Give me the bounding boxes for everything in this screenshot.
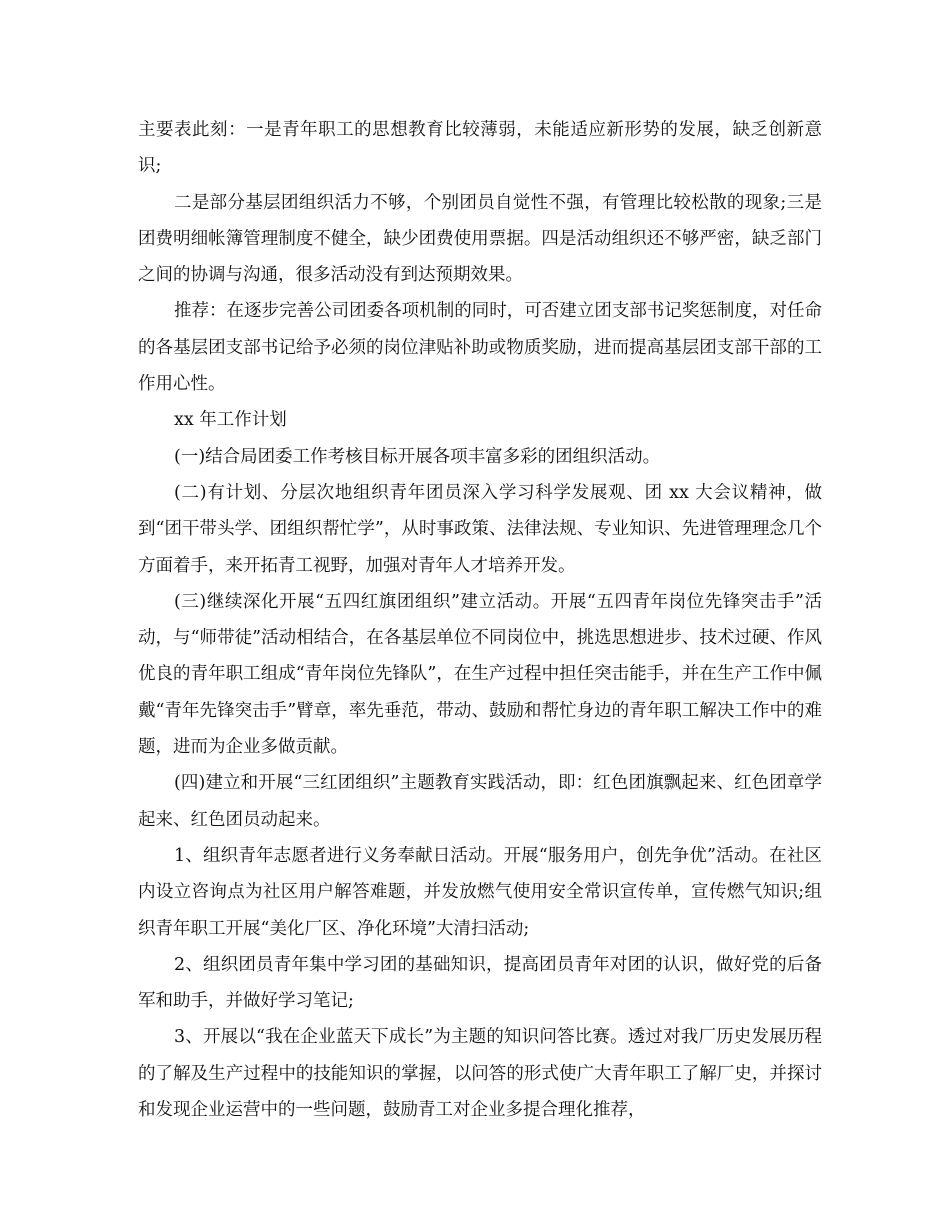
- paragraph-plan-item-3: (三)继续深化开展“五四红旗团组织”建立活动。开展“五四青年岗位先锋突击手”活动，与“师带徒”活动相结合，在各基层单位不同岗位中，挑选思想进步、技术过硬、作风优良的青年职工组成“青年岗位先锋队”，在生产过程中担任突击能手，并在生产工作中佩戴“青年先锋突击手”臂章，率先垂范，带动、鼓励和帮忙身边的青年职工解决工作中的难题，进而为企业多做贡献。: [138, 591, 822, 758]
- paragraph-problems-list: 二是部分基层团组织活力不够，个别团员自觉性不强，有管理比较松散的现象;三是团费明细帐簿管理制度不健全，缺少团费使用票据。四是活动组织还不够严密，缺乏部门之间的协调与沟通，很多活动没有到达预期效果。: [138, 192, 822, 286]
- paragraph-plan-item-1: (一)结合局团委工作考核目标开展各项丰富多彩的团组织活动。: [174, 446, 661, 467]
- paragraph-plan-item-2: (二)有计划、分层次地组织青年团员深入学习科学发展观、团 xx 大会议精神，做到“团干带头学、团组织帮忙学”，从时事政策、法律法规、专业知识、先进管理理念几个方面着手，来开拓青工视野，加强对青年人才培养开发。: [138, 482, 822, 576]
- section-heading-work-plan: xx 年工作计划: [174, 410, 287, 431]
- paragraph-activity-1: 1、组织青年志愿者进行义务奉献日活动。开展“服务用户，创先争优”活动。在社区内设立咨询点为社区用户解答难题，并发放燃气使用安全常识宣传单，宣传燃气知识;组织青年职工开展“美化厂区、净化环境”大清扫活动;: [138, 845, 822, 939]
- document-body: [138, 112, 822, 1128]
- paragraph-recommendation: 推荐：在逐步完善公司团委各项机制的同时，可否建立团支部书记奖惩制度，对任命的各基层团支部书记给予必须的岗位津贴补助或物质奖励，进而提高基层团支部干部的工作用心性。: [138, 301, 822, 395]
- paragraph-plan-item-4: (四)建立和开展“三红团组织”主题教育实践活动，即：红色团旗飘起来、红色团章学起来、红色团员动起来。: [138, 773, 822, 830]
- paragraph-activity-2: 2、组织团员青年集中学习团的基础知识，提高团员青年对团的认识，做好党的后备军和助手，并做好学习笔记;: [138, 954, 822, 1012]
- paragraph-problems-intro: 主要表此刻：一是青年职工的思想教育比较薄弱，未能适应新形势的发展，缺乏创新意识;: [138, 120, 822, 177]
- paragraph-activity-3: 3、开展以“我在企业蓝天下成长”为主题的知识问答比赛。透过对我厂历史发展历程的了解及生产过程中的技能知识的掌握，以问答的形式使广大青年职工了解厂史，并探讨和发现企业运营中的一些问题，鼓励青工对企业多提合理化推荐，: [138, 1027, 822, 1121]
